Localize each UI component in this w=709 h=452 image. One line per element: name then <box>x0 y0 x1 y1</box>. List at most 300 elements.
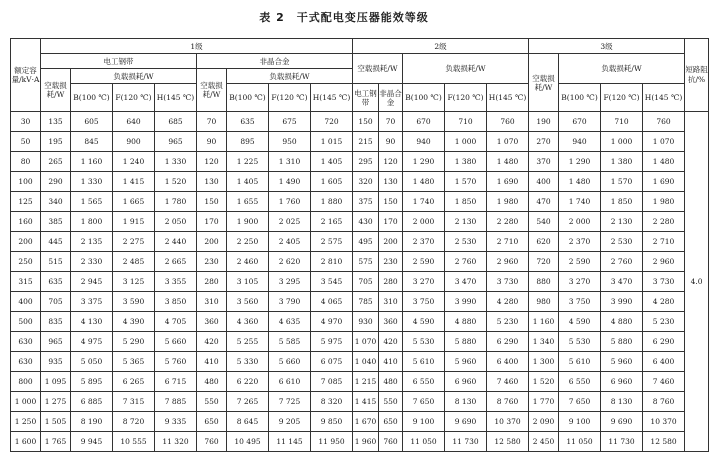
header-electrical-steel: 电工钢带 <box>41 54 197 69</box>
table-row <box>11 252 709 272</box>
value-cell: 2 050 <box>155 212 197 232</box>
value-cell: 5 330 <box>227 352 269 372</box>
value-cell: 880 <box>529 272 559 292</box>
value-cell: 4 705 <box>155 312 197 332</box>
value-cell: 965 <box>41 332 71 352</box>
value-cell: 705 <box>41 292 71 312</box>
value-cell: 1 480 <box>643 152 685 172</box>
value-cell: 5 230 <box>643 312 685 332</box>
value-cell: 11 730 <box>445 432 487 452</box>
capacity-cell: 315 <box>11 272 41 292</box>
value-cell: 1 980 <box>487 192 529 212</box>
value-cell: 1 160 <box>529 312 559 332</box>
value-cell: 5 960 <box>601 352 643 372</box>
header-g1-amorph-f120: F(120 ℃) <box>269 84 311 112</box>
value-cell: 515 <box>41 252 71 272</box>
value-cell: 1 880 <box>311 192 353 212</box>
value-cell: 845 <box>71 132 113 152</box>
value-cell: 290 <box>41 172 71 192</box>
value-cell: 1 490 <box>269 172 311 192</box>
value-cell: 965 <box>155 132 197 152</box>
value-cell: 9 100 <box>403 412 445 432</box>
table-row <box>11 152 709 172</box>
table-row <box>11 412 709 432</box>
value-cell: 8 760 <box>487 392 529 412</box>
value-cell: 3 850 <box>155 292 197 312</box>
table-row <box>11 432 709 452</box>
value-cell: 1 290 <box>559 152 601 172</box>
capacity-cell: 630 <box>11 332 41 352</box>
table-row <box>11 192 709 212</box>
value-cell: 4 590 <box>559 312 601 332</box>
value-cell: 1 520 <box>529 372 559 392</box>
value-cell: 4 590 <box>403 312 445 332</box>
value-cell: 5 760 <box>155 352 197 372</box>
value-cell: 1 070 <box>353 332 379 352</box>
value-cell: 670 <box>559 112 601 132</box>
value-cell: 930 <box>353 312 379 332</box>
table-title: 表 2 干式配电变压器能效等级 <box>259 11 429 24</box>
value-cell: 150 <box>379 192 403 212</box>
value-cell: 3 375 <box>71 292 113 312</box>
header-g2-b100: B(100 ℃) <box>403 84 445 112</box>
value-cell: 760 <box>379 432 403 452</box>
value-cell: 1 780 <box>155 192 197 212</box>
value-cell: 370 <box>529 152 559 172</box>
value-cell: 1 670 <box>353 412 379 432</box>
value-cell: 410 <box>197 352 227 372</box>
value-cell: 1 380 <box>445 152 487 172</box>
value-cell: 170 <box>197 212 227 232</box>
value-cell: 420 <box>197 332 227 352</box>
value-cell: 1 310 <box>269 152 311 172</box>
value-cell: 2 485 <box>113 252 155 272</box>
value-cell: 1 415 <box>353 392 379 412</box>
value-cell: 3 270 <box>403 272 445 292</box>
value-cell: 280 <box>197 272 227 292</box>
value-cell: 540 <box>529 212 559 232</box>
value-cell: 3 470 <box>445 272 487 292</box>
value-cell: 2 760 <box>445 252 487 272</box>
table-row <box>11 272 709 292</box>
value-cell: 1 850 <box>601 192 643 212</box>
value-cell: 3 750 <box>559 292 601 312</box>
value-cell: 2 370 <box>403 232 445 252</box>
value-cell: 135 <box>41 112 71 132</box>
value-cell: 280 <box>379 272 403 292</box>
value-cell: 8 190 <box>71 412 113 432</box>
value-cell: 2 590 <box>403 252 445 272</box>
value-cell: 2 710 <box>487 232 529 252</box>
header-g3-h145: H(145 ℃) <box>643 84 685 112</box>
value-cell: 150 <box>197 192 227 212</box>
value-cell: 480 <box>197 372 227 392</box>
value-cell: 7 085 <box>311 372 353 392</box>
value-cell: 7 460 <box>643 372 685 392</box>
value-cell: 1 915 <box>113 212 155 232</box>
value-cell: 1 330 <box>71 172 113 192</box>
value-cell: 1 505 <box>41 412 71 432</box>
value-cell: 1 300 <box>529 352 559 372</box>
value-cell: 3 730 <box>487 272 529 292</box>
value-cell: 3 990 <box>601 292 643 312</box>
value-cell: 310 <box>379 292 403 312</box>
value-cell: 270 <box>529 132 559 152</box>
value-cell: 2 130 <box>601 212 643 232</box>
capacity-cell: 500 <box>11 312 41 332</box>
value-cell: 1 070 <box>643 132 685 152</box>
value-cell: 320 <box>353 172 379 192</box>
header-amorphous-alloy: 非晶合金 <box>197 54 353 69</box>
value-cell: 5 660 <box>269 352 311 372</box>
value-cell: 7 650 <box>559 392 601 412</box>
table-row <box>11 292 709 312</box>
value-cell: 1 405 <box>311 152 353 172</box>
value-cell: 6 220 <box>227 372 269 392</box>
value-cell: 605 <box>71 112 113 132</box>
value-cell: 1 480 <box>403 172 445 192</box>
value-cell: 11 320 <box>155 432 197 452</box>
impedance-value-cell: 4.0 <box>685 112 709 452</box>
value-cell: 7 460 <box>487 372 529 392</box>
value-cell: 90 <box>379 132 403 152</box>
header-g1-steel-no-load: 空载损耗/W <box>41 69 71 112</box>
capacity-cell: 1 250 <box>11 412 41 432</box>
value-cell: 1 770 <box>529 392 559 412</box>
value-cell: 8 720 <box>113 412 155 432</box>
value-cell: 8 760 <box>643 392 685 412</box>
value-cell: 150 <box>353 112 379 132</box>
capacity-cell: 160 <box>11 212 41 232</box>
value-cell: 1 900 <box>227 212 269 232</box>
table-row <box>11 372 709 392</box>
value-cell: 575 <box>353 252 379 272</box>
value-cell: 10 555 <box>113 432 155 452</box>
value-cell: 1 160 <box>71 152 113 172</box>
capacity-cell: 400 <box>11 292 41 312</box>
value-cell: 5 585 <box>269 332 311 352</box>
value-cell: 6 400 <box>487 352 529 372</box>
value-cell: 635 <box>41 272 71 292</box>
value-cell: 3 730 <box>643 272 685 292</box>
value-cell: 375 <box>353 192 379 212</box>
value-cell: 445 <box>41 232 71 252</box>
value-cell: 1 655 <box>227 192 269 212</box>
value-cell: 3 750 <box>403 292 445 312</box>
value-cell: 1 480 <box>559 172 601 192</box>
value-cell: 7 650 <box>403 392 445 412</box>
value-cell: 2 530 <box>601 232 643 252</box>
value-cell: 5 960 <box>445 352 487 372</box>
value-cell: 4 360 <box>227 312 269 332</box>
value-cell: 1 480 <box>487 152 529 172</box>
value-cell: 5 880 <box>445 332 487 352</box>
value-cell: 720 <box>311 112 353 132</box>
value-cell: 4 280 <box>487 292 529 312</box>
value-cell: 2 665 <box>155 252 197 272</box>
value-cell: 11 730 <box>601 432 643 452</box>
value-cell: 385 <box>41 212 71 232</box>
value-cell: 2 945 <box>71 272 113 292</box>
value-cell: 170 <box>379 212 403 232</box>
header-g1-steel-load: 负载损耗/W <box>71 69 197 84</box>
value-cell: 310 <box>197 292 227 312</box>
header-grade2: 2级 <box>353 39 529 54</box>
header-g1-amorph-no-load: 空载损耗/W <box>197 69 227 112</box>
value-cell: 5 530 <box>559 332 601 352</box>
value-cell: 2 620 <box>269 252 311 272</box>
value-cell: 1 405 <box>227 172 269 192</box>
value-cell: 295 <box>353 152 379 172</box>
value-cell: 360 <box>379 312 403 332</box>
value-cell: 420 <box>379 332 403 352</box>
value-cell: 3 105 <box>227 272 269 292</box>
value-cell: 1 980 <box>643 192 685 212</box>
value-cell: 360 <box>197 312 227 332</box>
value-cell: 2 025 <box>269 212 311 232</box>
header-capacity: 额定容量/kV·A <box>11 39 41 112</box>
value-cell: 2 000 <box>403 212 445 232</box>
value-cell: 2 575 <box>311 232 353 252</box>
value-cell: 1 215 <box>353 372 379 392</box>
value-cell: 2 275 <box>113 232 155 252</box>
value-cell: 10 495 <box>227 432 269 452</box>
value-cell: 8 130 <box>445 392 487 412</box>
table-row <box>11 332 709 352</box>
value-cell: 1 095 <box>41 372 71 392</box>
value-cell: 550 <box>379 392 403 412</box>
capacity-cell: 1 000 <box>11 392 41 412</box>
value-cell: 2 590 <box>559 252 601 272</box>
value-cell: 1 570 <box>601 172 643 192</box>
value-cell: 1 275 <box>41 392 71 412</box>
value-cell: 1 520 <box>155 172 197 192</box>
table-body <box>11 112 709 452</box>
value-cell: 5 880 <box>601 332 643 352</box>
value-cell: 3 560 <box>227 292 269 312</box>
value-cell: 9 850 <box>311 412 353 432</box>
capacity-cell: 30 <box>11 112 41 132</box>
value-cell: 895 <box>227 132 269 152</box>
value-cell: 5 895 <box>71 372 113 392</box>
value-cell: 1 760 <box>269 192 311 212</box>
table-row <box>11 132 709 152</box>
value-cell: 470 <box>529 192 559 212</box>
header-impedance: 短路阻抗/% <box>685 39 709 112</box>
value-cell: 120 <box>379 152 403 172</box>
value-cell: 2 130 <box>445 212 487 232</box>
header-g2-steel: 电工钢带 <box>353 84 379 112</box>
value-cell: 8 130 <box>601 392 643 412</box>
value-cell: 90 <box>197 132 227 152</box>
value-cell: 835 <box>41 312 71 332</box>
value-cell: 950 <box>269 132 311 152</box>
header-g1-steel-b100: B(100 ℃) <box>71 84 113 112</box>
value-cell: 650 <box>197 412 227 432</box>
value-cell: 6 265 <box>113 372 155 392</box>
value-cell: 620 <box>529 232 559 252</box>
value-cell: 550 <box>197 392 227 412</box>
value-cell: 9 100 <box>559 412 601 432</box>
value-cell: 5 530 <box>403 332 445 352</box>
value-cell: 495 <box>353 232 379 252</box>
value-cell: 215 <box>353 132 379 152</box>
value-cell: 4 390 <box>113 312 155 332</box>
value-cell: 10 370 <box>643 412 685 432</box>
header-g1-steel-h145: H(145 ℃) <box>155 84 197 112</box>
value-cell: 1 040 <box>353 352 379 372</box>
value-cell: 3 590 <box>113 292 155 312</box>
value-cell: 4 635 <box>269 312 311 332</box>
value-cell: 2 405 <box>269 232 311 252</box>
value-cell: 3 470 <box>601 272 643 292</box>
value-cell: 1 015 <box>311 132 353 152</box>
value-cell: 1 380 <box>601 152 643 172</box>
value-cell: 195 <box>41 132 71 152</box>
value-cell: 4 130 <box>71 312 113 332</box>
value-cell: 3 125 <box>113 272 155 292</box>
header-g2-amorph: 非晶合金 <box>379 84 403 112</box>
value-cell: 7 265 <box>227 392 269 412</box>
value-cell: 1 800 <box>71 212 113 232</box>
value-cell: 265 <box>41 152 71 172</box>
value-cell: 1 740 <box>403 192 445 212</box>
capacity-cell: 50 <box>11 132 41 152</box>
value-cell: 4 975 <box>71 332 113 352</box>
value-cell: 120 <box>197 152 227 172</box>
value-cell: 1 330 <box>155 152 197 172</box>
value-cell: 200 <box>197 232 227 252</box>
value-cell: 8 320 <box>311 392 353 412</box>
value-cell: 230 <box>379 252 403 272</box>
value-cell: 430 <box>353 212 379 232</box>
value-cell: 900 <box>113 132 155 152</box>
value-cell: 2 960 <box>487 252 529 272</box>
value-cell: 6 885 <box>71 392 113 412</box>
table-row <box>11 312 709 332</box>
value-cell: 2 330 <box>71 252 113 272</box>
value-cell: 640 <box>113 112 155 132</box>
value-cell: 3 295 <box>269 272 311 292</box>
value-cell: 980 <box>529 292 559 312</box>
value-cell: 9 205 <box>269 412 311 432</box>
value-cell: 6 400 <box>643 352 685 372</box>
value-cell: 5 365 <box>113 352 155 372</box>
value-cell: 2 460 <box>227 252 269 272</box>
value-cell: 2 280 <box>643 212 685 232</box>
value-cell: 1 565 <box>71 192 113 212</box>
header-g1-amorph-h145: H(145 ℃) <box>311 84 353 112</box>
value-cell: 6 550 <box>403 372 445 392</box>
value-cell: 720 <box>529 252 559 272</box>
header-g2-load: 负载损耗/W <box>403 54 529 84</box>
capacity-cell: 250 <box>11 252 41 272</box>
value-cell: 2 440 <box>155 232 197 252</box>
header-g1-amorph-load: 负载损耗/W <box>227 69 353 84</box>
value-cell: 11 050 <box>559 432 601 452</box>
value-cell: 2 280 <box>487 212 529 232</box>
header-g3-load: 负载损耗/W <box>559 54 685 84</box>
value-cell: 2 710 <box>643 232 685 252</box>
value-cell: 1 000 <box>445 132 487 152</box>
value-cell: 6 290 <box>643 332 685 352</box>
capacity-cell: 100 <box>11 172 41 192</box>
value-cell: 670 <box>403 112 445 132</box>
table-row <box>11 232 709 252</box>
value-cell: 6 290 <box>487 332 529 352</box>
value-cell: 2 960 <box>643 252 685 272</box>
value-cell: 6 075 <box>311 352 353 372</box>
value-cell: 6 960 <box>601 372 643 392</box>
value-cell: 2 250 <box>227 232 269 252</box>
value-cell: 340 <box>41 192 71 212</box>
value-cell: 2 530 <box>445 232 487 252</box>
value-cell: 1 570 <box>445 172 487 192</box>
value-cell: 1 960 <box>353 432 379 452</box>
value-cell: 4 880 <box>445 312 487 332</box>
value-cell: 11 145 <box>269 432 311 452</box>
value-cell: 4 880 <box>601 312 643 332</box>
value-cell: 1 605 <box>311 172 353 192</box>
value-cell: 935 <box>41 352 71 372</box>
value-cell: 1 290 <box>403 152 445 172</box>
value-cell: 200 <box>379 232 403 252</box>
value-cell: 685 <box>155 112 197 132</box>
value-cell: 5 610 <box>559 352 601 372</box>
value-cell: 710 <box>445 112 487 132</box>
value-cell: 4 065 <box>311 292 353 312</box>
value-cell: 4 280 <box>643 292 685 312</box>
header-grade1: 1级 <box>41 39 353 54</box>
header-grade3: 3级 <box>529 39 685 54</box>
value-cell: 410 <box>379 352 403 372</box>
value-cell: 760 <box>197 432 227 452</box>
value-cell: 7 885 <box>155 392 197 412</box>
value-cell: 710 <box>601 112 643 132</box>
value-cell: 1 415 <box>113 172 155 192</box>
value-cell: 5 975 <box>311 332 353 352</box>
value-cell: 1 340 <box>529 332 559 352</box>
value-cell: 12 580 <box>487 432 529 452</box>
value-cell: 1 765 <box>41 432 71 452</box>
value-cell: 11 950 <box>311 432 353 452</box>
value-cell: 70 <box>197 112 227 132</box>
value-cell: 675 <box>269 112 311 132</box>
value-cell: 7 315 <box>113 392 155 412</box>
header-g2-no-load: 空载损耗/W <box>353 54 403 84</box>
table-row <box>11 352 709 372</box>
value-cell: 2 090 <box>529 412 559 432</box>
value-cell: 2 760 <box>601 252 643 272</box>
value-cell: 2 450 <box>529 432 559 452</box>
value-cell: 5 255 <box>227 332 269 352</box>
value-cell: 400 <box>529 172 559 192</box>
value-cell: 1 740 <box>559 192 601 212</box>
value-cell: 9 690 <box>601 412 643 432</box>
value-cell: 6 550 <box>559 372 601 392</box>
capacity-cell: 125 <box>11 192 41 212</box>
value-cell: 6 610 <box>269 372 311 392</box>
value-cell: 940 <box>403 132 445 152</box>
capacity-cell: 800 <box>11 372 41 392</box>
value-cell: 9 690 <box>445 412 487 432</box>
value-cell: 1 000 <box>601 132 643 152</box>
value-cell: 940 <box>559 132 601 152</box>
value-cell: 5 660 <box>155 332 197 352</box>
value-cell: 2 165 <box>311 212 353 232</box>
value-cell: 760 <box>487 112 529 132</box>
value-cell: 2 370 <box>559 232 601 252</box>
